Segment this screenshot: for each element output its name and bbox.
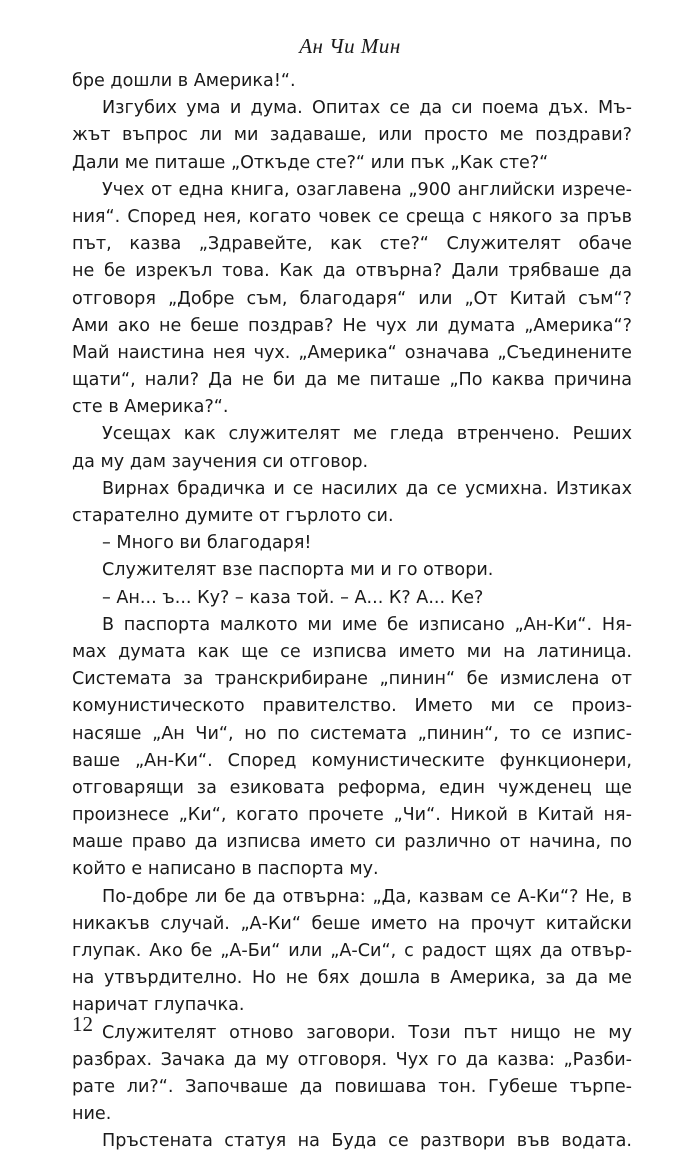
text-line: ние. xyxy=(72,1104,112,1125)
text-line: ваше „Ан-Ки“. Според комунистическите функционери, xyxy=(72,750,632,771)
text-line: отговарящи за езиковата реформа, един чужденец ще xyxy=(72,777,632,798)
text-line: старателно думите от гърлото си. xyxy=(72,506,394,526)
text-line: Учех от една книга, озаглавена „900 английски изрече- xyxy=(102,179,632,200)
text-line: жът въпрос ли ми задаваше, или просто ме поздрави? xyxy=(72,125,632,146)
text-line: маше право да изписва името си различно от начина, по xyxy=(72,832,632,853)
text-line: комунистическото правителство. Името ми се произ- xyxy=(72,696,632,717)
text-line: сте в Америка?“. xyxy=(72,397,229,418)
text-line: – Много ви благодаря! xyxy=(102,533,312,554)
text-line: Ами ако не беше поздрав? Не чух ли думата „Америка“? xyxy=(72,315,632,336)
text-line: ния“. Според нея, когато човек се среща с някого за пръв xyxy=(72,206,632,227)
text-line: път, казва „Здравейте, как сте?“ Служителят обаче xyxy=(72,234,632,255)
running-head: Ан Чи Мин xyxy=(299,34,401,58)
text-line: никакъв случай. „А-Ки“ беше името на прочут китайски xyxy=(72,913,632,934)
text-line: насяше „Ан Чи“, но по системата „пинин“, то се изпис- xyxy=(72,723,632,744)
text-line: Май наистина нея чух. „Америка“ означава „Съединените xyxy=(72,342,632,363)
text-line: рате ли?“. Започваше да повишава тон. Губеше търпе- xyxy=(72,1076,632,1097)
text-line: Изгубих ума и дума. Опитах се да си поема дъх. Мъ- xyxy=(102,98,632,119)
text-line: щати“, нали? Да не би да ме питаше „По каква причина xyxy=(72,370,632,391)
text-line: Пръстената статуя на Буда се разтвори във водата. xyxy=(102,1131,632,1152)
text-line: на утвърдително. Но не бях дошла в Америка, за да ме xyxy=(72,968,632,989)
text-line: По-добре ли бе да отвърна: „Да, казвам се А-Ки“? Не, в xyxy=(102,886,632,907)
text-line: мах думата как ще се изписва името ми на латиница. xyxy=(72,641,632,662)
text-line: наричат глупачка. xyxy=(72,995,245,1016)
text-line: Служителят взе паспорта ми и го отвори. xyxy=(102,560,494,581)
body-text xyxy=(72,68,632,1156)
text-line: разбрах. Зачака да му отговоря. Чух го да казва: „Разби- xyxy=(72,1049,632,1070)
text-line: В паспорта малкото ми име бе изписано „Ан-Ки“. Ня- xyxy=(102,614,632,635)
text-line: който е написано в паспорта му. xyxy=(72,859,379,880)
text-line: Дали ме питаше „Откъде сте?“ или пък „Как сте?“ xyxy=(72,152,549,173)
page-number: 12 xyxy=(72,1012,93,1036)
text-line: не бе изрекъл това. Как да отвърна? Дали трябваше да xyxy=(72,261,632,282)
text-line: бре дошли в Америка!“. xyxy=(72,71,296,91)
text-line: Системата за транскрибиране „пинин“ бе измислена от xyxy=(72,669,632,690)
text-line: отговоря „Добре съм, благодаря“ или „От Китай съм“? xyxy=(72,288,632,309)
text-line: Служителят отново заговори. Този път нищо не му xyxy=(102,1022,632,1043)
text-line: Усещах как служителят ме гледа втренчено. Реших xyxy=(102,424,632,445)
text-line: Вирнах брадичка и се насилих да се усмихна. Изтиках xyxy=(102,478,632,499)
text-line: глупак. Ако бе „А-Би“ или „А-Си“, с радост щях да отвър- xyxy=(72,941,632,961)
text-line: да му дам заучения си отговор. xyxy=(72,451,369,472)
text-line: произнесе „Ки“, когато прочете „Чи“. Никой в Китай ня- xyxy=(72,805,632,826)
text-line: – Ан... ъ... Ку? – каза той. – А... К? А... Ке? xyxy=(102,587,484,608)
